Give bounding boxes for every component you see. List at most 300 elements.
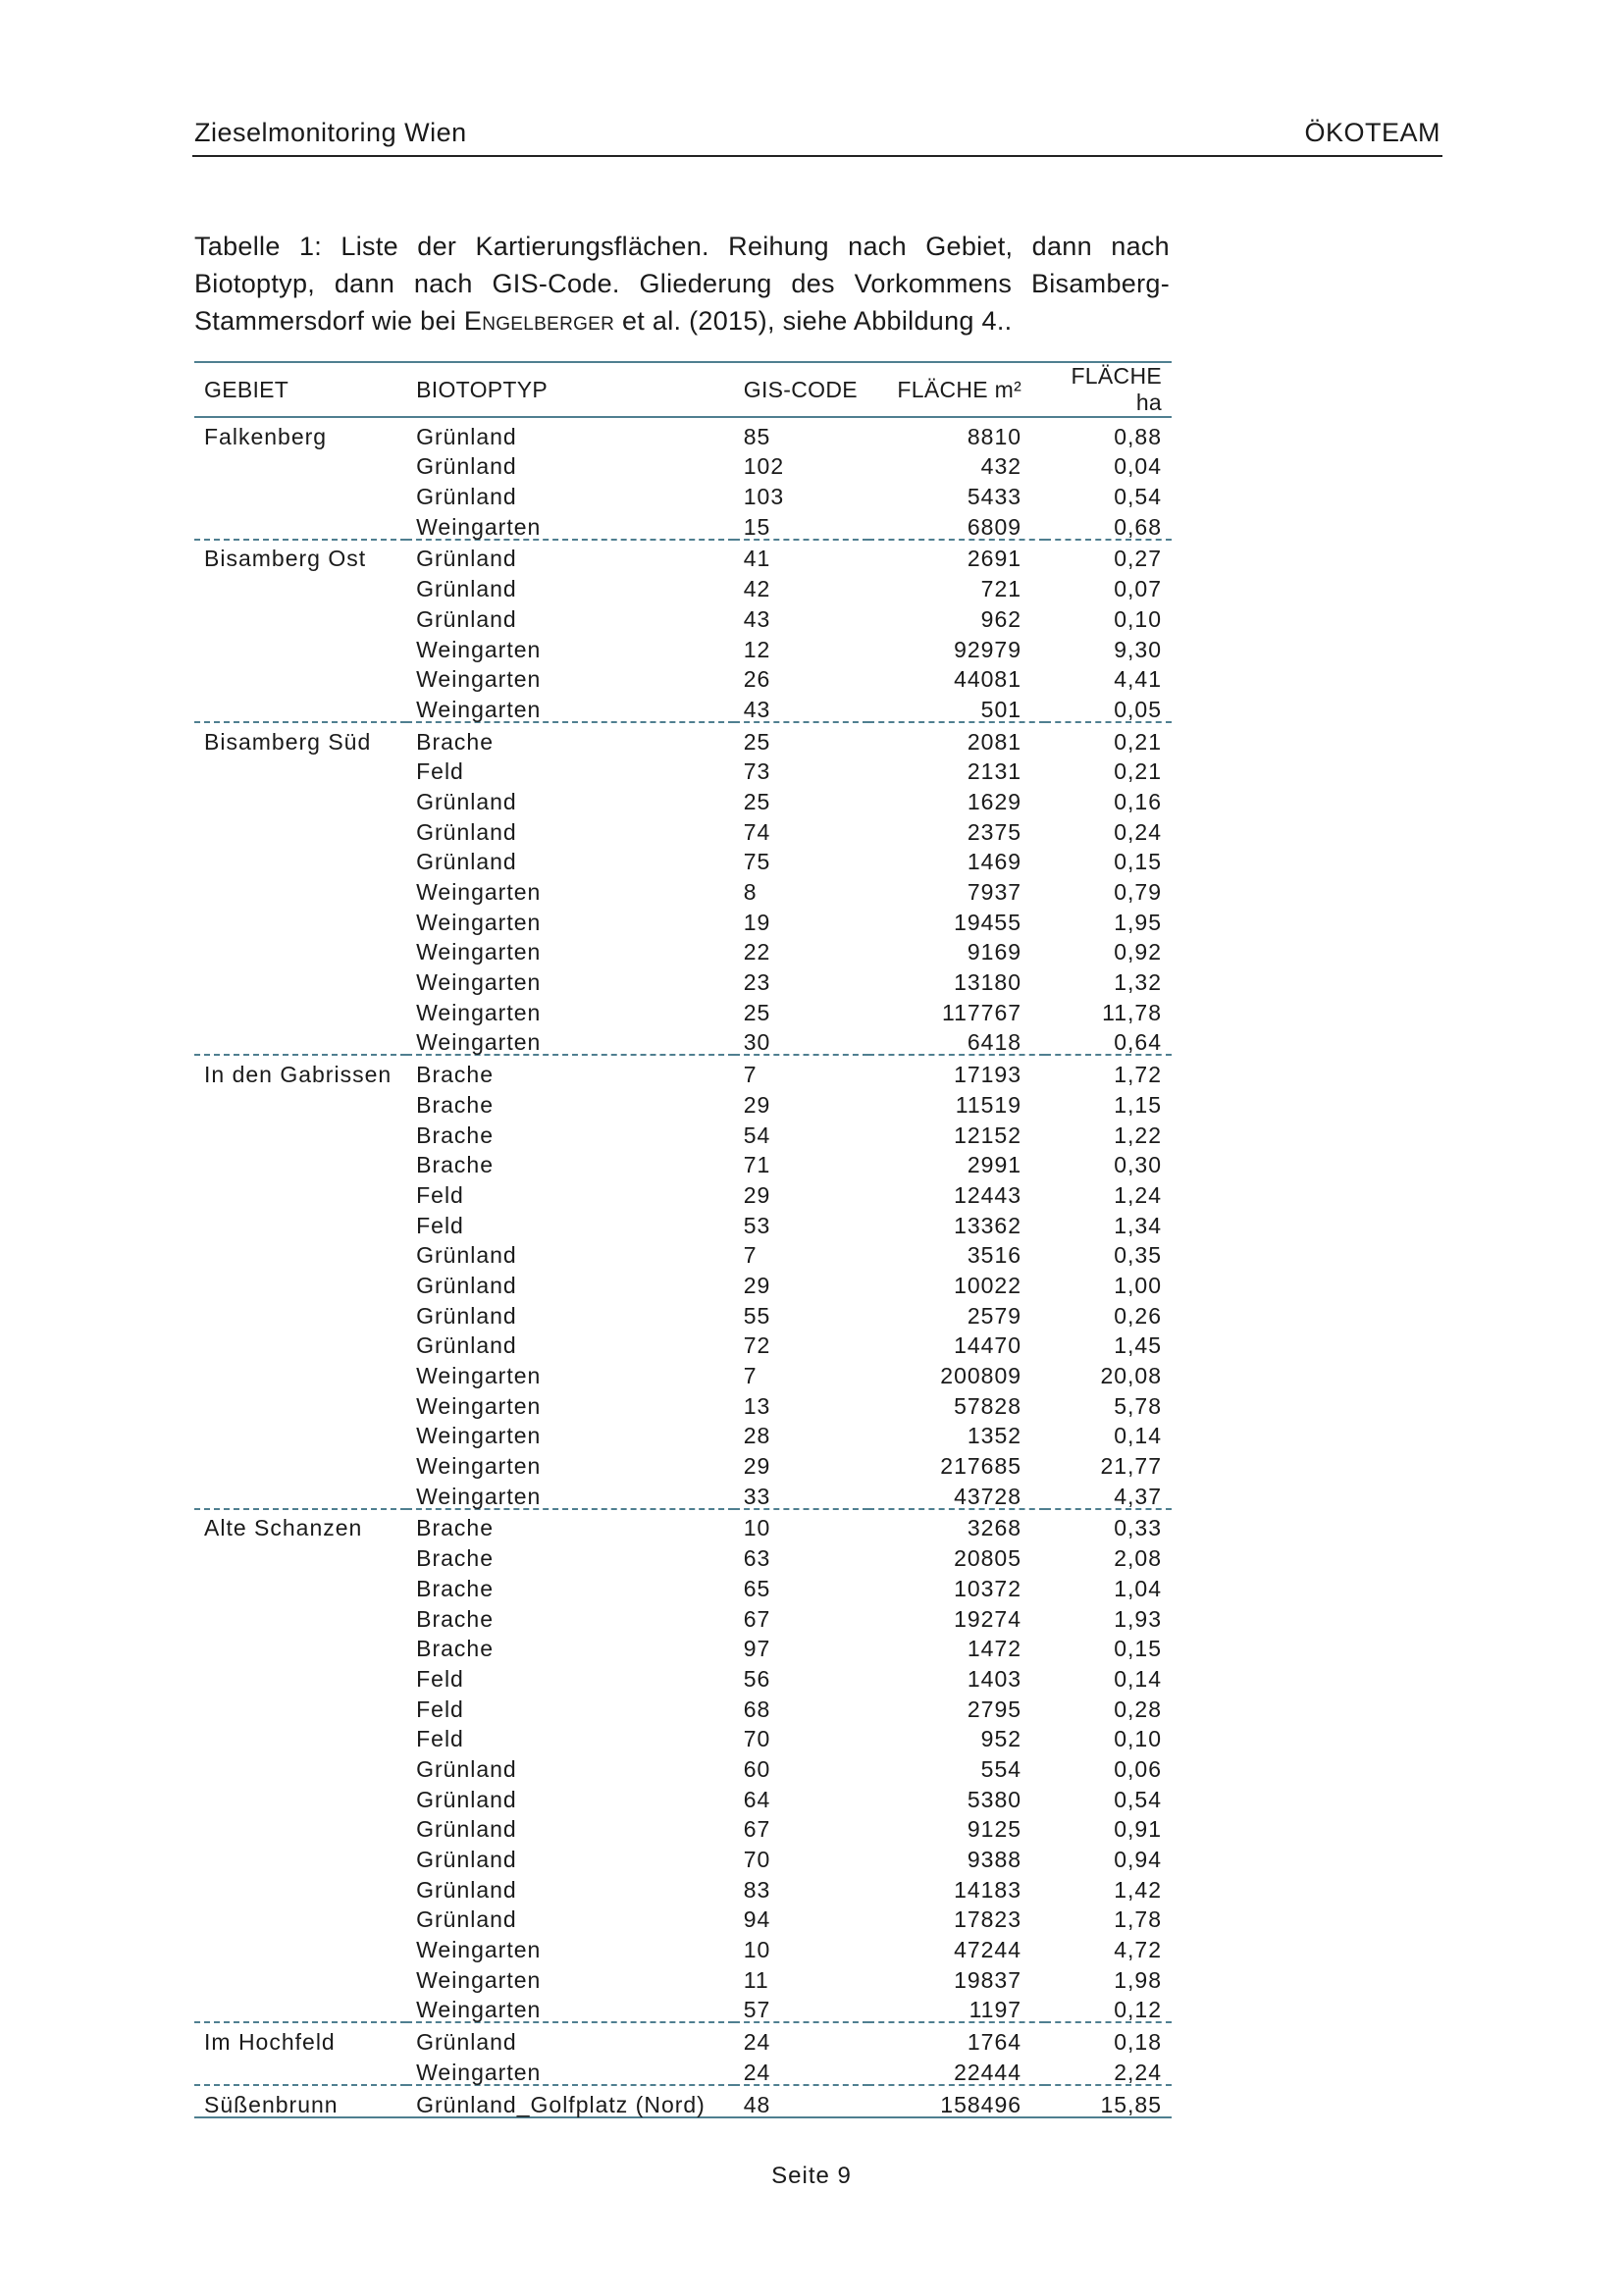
table-row: [194, 1992, 1172, 2023]
table-row: [194, 994, 1172, 1024]
table-row: [194, 508, 1172, 540]
flaeche-ha-cell: 1,34: [1114, 1212, 1162, 1238]
gebiet-cell: Im Hochfeld: [204, 2029, 336, 2056]
caption-text: Tabelle 1: Liste der Kartierungsflächen. Reihung nach Gebiet, dann nach Biotoptyp, dann nach GIS-Code. Gliederung des Vorkommens Bisamberg-Stammersdorf wie bei: [194, 232, 1170, 336]
table-row: [194, 1024, 1172, 1056]
gebiet-cell: Süßenbrunn: [194, 2085, 406, 2117]
table-row: [194, 754, 1172, 784]
biotoptyp-cell: Feld: [416, 1212, 464, 1238]
flaeche-m2-cell: 13362: [954, 1212, 1022, 1238]
biotoptyp-cell: Grünland: [416, 484, 517, 510]
gebiet-cell: [194, 1207, 406, 1237]
flaeche-ha-cell: 1,93: [1114, 1605, 1162, 1632]
flaeche-m2-cell: 9169: [967, 939, 1022, 965]
gis-code-cell: 7: [743, 1242, 758, 1269]
flaeche-m2-cell: 1197: [868, 1992, 1045, 2023]
table-row: [194, 1297, 1172, 1328]
flaeche-m2-cell: 19837: [954, 1966, 1022, 1993]
gis-code-cell: 102: [743, 453, 785, 480]
flaeche-m2-cell: 3268: [967, 1515, 1022, 1541]
biotoptyp-cell: Weingarten: [416, 666, 542, 693]
gis-code-cell: 29: [743, 1181, 771, 1208]
flaeche-ha-cell: 0,94: [1114, 1847, 1162, 1872]
caption-author: Engelberger: [463, 306, 615, 336]
biotoptyp-cell: Brache: [416, 1515, 494, 1541]
biotoptyp-cell: Grünland: [416, 2029, 517, 2056]
biotoptyp-cell: Grünland: [416, 605, 517, 632]
gis-code-cell: 7: [743, 1062, 758, 1088]
table-row: [194, 1871, 1172, 1902]
flaeche-m2-cell: 10372: [954, 1575, 1022, 1601]
table-row: [194, 1931, 1172, 1961]
flaeche-ha-cell: 0,28: [1114, 1696, 1162, 1722]
flaeche-ha-cell: 0,14: [1114, 1665, 1162, 1692]
table-row: [194, 1207, 1172, 1237]
flaeche-m2-cell: 1403: [967, 1665, 1022, 1692]
biotoptyp-cell: Weingarten: [416, 969, 542, 996]
biotoptyp-cell: Feld: [416, 1726, 464, 1752]
table-row: [194, 478, 1172, 508]
table-row: [194, 1539, 1172, 1570]
gis-code-cell: 94: [743, 1906, 771, 1933]
table-row: [194, 570, 1172, 600]
table-row: [194, 1660, 1172, 1691]
gis-code-cell: 43: [734, 691, 868, 722]
gis-code-cell: 25: [743, 999, 771, 1025]
table-row: [194, 964, 1172, 994]
table-row: [194, 1691, 1172, 1721]
biotoptyp-cell: Brache: [416, 1152, 494, 1178]
flaeche-ha-cell: 0,10: [1114, 605, 1162, 632]
gis-code-cell: 29: [743, 1272, 771, 1298]
gis-code-cell: 72: [743, 1332, 771, 1359]
flaeche-m2-cell: 44081: [954, 666, 1022, 693]
gis-code-cell: 56: [743, 1665, 771, 1692]
flaeche-m2-cell: 19274: [954, 1605, 1022, 1632]
gis-code-cell: 26: [743, 666, 771, 693]
gebiet-cell: [194, 1447, 406, 1478]
mapping-areas-table: [194, 361, 1172, 2118]
biotoptyp-cell: Weingarten: [416, 909, 542, 935]
gebiet-cell: [194, 844, 406, 874]
gis-code-cell: 68: [743, 1696, 771, 1722]
gis-code-cell: 85: [743, 423, 771, 449]
table-row: [194, 1086, 1172, 1117]
flaeche-m2-cell: 12443: [954, 1181, 1022, 1208]
header-title: Zieselmonitoring Wien: [194, 118, 467, 147]
table-header-row: [194, 362, 1172, 417]
flaeche-m2-cell: 501: [868, 691, 1045, 722]
flaeche-ha-cell: 4,72: [1114, 1937, 1162, 1963]
flaeche-ha-cell: 1,32: [1114, 969, 1162, 996]
table-row: [194, 1841, 1172, 1871]
biotoptyp-cell: Grünland: [416, 1816, 517, 1843]
gebiet-cell: [194, 813, 406, 844]
flaeche-ha-cell: 0,10: [1114, 1726, 1162, 1752]
gebiet-cell: [194, 1478, 406, 1509]
flaeche-ha-cell: 1,04: [1114, 1575, 1162, 1601]
flaeche-m2-cell: 17193: [954, 1062, 1022, 1088]
flaeche-m2-cell: 2131: [967, 758, 1022, 785]
biotoptyp-cell: Grünland: [416, 1876, 517, 1903]
gebiet-cell: [194, 1570, 406, 1600]
flaeche-ha-cell: 2,24: [1045, 2054, 1172, 2085]
flaeche-ha-cell: 0,54: [1114, 484, 1162, 510]
flaeche-m2-cell: 721: [980, 576, 1022, 602]
biotoptyp-cell: Weingarten: [416, 1392, 542, 1419]
gis-code-cell: 19: [743, 909, 771, 935]
gebiet-cell: [194, 1961, 406, 1992]
biotoptyp-cell: Weingarten: [406, 508, 734, 540]
flaeche-m2-cell: 22444: [868, 2054, 1045, 2085]
gebiet-cell: [194, 1871, 406, 1902]
flaeche-ha-cell: 1,95: [1114, 909, 1162, 935]
table-row: [194, 1176, 1172, 1207]
table-row: [194, 813, 1172, 844]
gebiet-cell: [194, 904, 406, 934]
table-row: [194, 1357, 1172, 1387]
flaeche-ha-cell: 11,78: [1102, 999, 1162, 1025]
flaeche-m2-cell: 14470: [954, 1332, 1022, 1359]
gis-code-cell: 97: [743, 1636, 771, 1662]
flaeche-m2-cell: 6418: [868, 1024, 1045, 1056]
table-row: [194, 1387, 1172, 1418]
gebiet-cell: [194, 1024, 406, 1056]
flaeche-m2-cell: 2579: [967, 1302, 1022, 1329]
column-header-gis-code: GIS-CODE: [734, 362, 868, 417]
gebiet-cell: [194, 508, 406, 540]
flaeche-ha-cell: 0,27: [1114, 546, 1162, 572]
flaeche-ha-cell: 0,88: [1114, 423, 1162, 449]
flaeche-m2-cell: 7937: [967, 879, 1022, 905]
biotoptyp-cell: Weingarten: [416, 879, 542, 905]
biotoptyp-cell: Grünland: [416, 423, 517, 449]
table-row: [194, 873, 1172, 904]
table-row: [194, 1631, 1172, 1661]
gis-code-cell: 67: [743, 1605, 771, 1632]
biotoptyp-cell: Feld: [416, 1696, 464, 1722]
table-row: [194, 1721, 1172, 1751]
gebiet-cell: [194, 1328, 406, 1358]
flaeche-m2-cell: 432: [980, 453, 1022, 480]
gebiet-cell: [194, 934, 406, 965]
table-row: [194, 2022, 1172, 2054]
gis-code-cell: 64: [743, 1786, 771, 1812]
table-row: [194, 417, 1172, 448]
gis-code-cell: 71: [743, 1152, 771, 1178]
table-row: [194, 1902, 1172, 1932]
table-row: [194, 1811, 1172, 1842]
flaeche-m2-cell: 200809: [940, 1363, 1022, 1388]
biotoptyp-cell: Brache: [416, 1062, 494, 1088]
gebiet-cell: [194, 631, 406, 661]
flaeche-ha-cell: 1,42: [1114, 1876, 1162, 1903]
flaeche-ha-cell: 0,26: [1114, 1302, 1162, 1329]
flaeche-ha-cell: 2,08: [1114, 1545, 1162, 1572]
flaeche-ha-cell: 0,79: [1114, 879, 1162, 905]
gebiet-cell: [194, 1992, 406, 2023]
biotoptyp-cell: Brache: [416, 1091, 494, 1118]
gebiet-cell: [194, 1631, 406, 1661]
biotoptyp-cell: Grünland: [416, 1786, 517, 1812]
gis-code-cell: 103: [743, 484, 785, 510]
table-row: [194, 1478, 1172, 1509]
flaeche-ha-cell: 21,77: [1100, 1453, 1162, 1480]
gebiet-cell: [194, 964, 406, 994]
table-row: [194, 2054, 1172, 2085]
flaeche-ha-cell: 0,92: [1114, 939, 1162, 965]
flaeche-ha-cell: 0,91: [1114, 1816, 1162, 1843]
gebiet-cell: [194, 1781, 406, 1811]
flaeche-m2-cell: 2081: [967, 728, 1022, 755]
table-row: [194, 1509, 1172, 1540]
gebiet-cell: [194, 994, 406, 1024]
flaeche-ha-cell: 0,30: [1114, 1152, 1162, 1178]
table-row: [194, 934, 1172, 965]
flaeche-ha-cell: 4,41: [1114, 666, 1162, 693]
biotoptyp-cell: Brache: [416, 1545, 494, 1572]
gis-code-cell: 63: [743, 1545, 771, 1572]
gebiet-cell: [194, 1147, 406, 1177]
gis-code-cell: 28: [743, 1423, 771, 1449]
flaeche-m2-cell: 217685: [940, 1453, 1022, 1480]
table-row: [194, 1447, 1172, 1478]
table-row: [194, 783, 1172, 813]
gis-code-cell: 48: [734, 2085, 868, 2117]
gebiet-cell: [194, 448, 406, 479]
table-row: [194, 1570, 1172, 1600]
flaeche-ha-cell: 0,04: [1114, 453, 1162, 480]
table-row: [194, 1267, 1172, 1297]
gis-code-cell: 83: [743, 1876, 771, 1903]
gebiet-cell: Alte Schanzen: [204, 1515, 363, 1541]
flaeche-m2-cell: 14183: [954, 1876, 1022, 1903]
gis-code-cell: 25: [743, 788, 771, 814]
biotoptyp-cell: Weingarten: [416, 1937, 542, 1963]
table-row: [194, 661, 1172, 692]
flaeche-ha-cell: 0,21: [1114, 728, 1162, 755]
table-caption: [194, 228, 1170, 339]
table-row: [194, 691, 1172, 722]
biotoptyp-cell: Feld: [416, 1181, 464, 1208]
biotoptyp-cell: Weingarten: [416, 1453, 542, 1480]
biotoptyp-cell: Grünland: [416, 788, 517, 814]
flaeche-m2-cell: 2795: [967, 1696, 1022, 1722]
biotoptyp-cell: Weingarten: [406, 1992, 734, 2023]
gebiet-cell: [194, 2054, 406, 2085]
gis-code-cell: 29: [743, 1453, 771, 1480]
flaeche-ha-cell: 1,45: [1114, 1332, 1162, 1359]
biotoptyp-cell: Weingarten: [416, 999, 542, 1025]
flaeche-ha-cell: 1,72: [1114, 1062, 1162, 1088]
flaeche-m2-cell: 13180: [954, 969, 1022, 996]
gebiet-cell: [194, 1176, 406, 1207]
gebiet-cell: [194, 1600, 406, 1631]
table-row: [194, 1781, 1172, 1811]
gebiet-cell: [194, 1117, 406, 1147]
biotoptyp-cell: Brache: [416, 1636, 494, 1662]
flaeche-ha-cell: 0,33: [1114, 1515, 1162, 1541]
flaeche-ha-cell: 0,18: [1114, 2029, 1162, 2056]
page-header: [192, 114, 1442, 157]
gis-code-cell: 10: [743, 1515, 771, 1541]
table-row: [194, 1237, 1172, 1268]
biotoptyp-cell: Weingarten: [416, 1363, 542, 1388]
flaeche-m2-cell: 117767: [941, 999, 1022, 1025]
flaeche-ha-cell: 9,30: [1114, 636, 1162, 662]
flaeche-m2-cell: 3516: [967, 1242, 1022, 1269]
biotoptyp-cell: Grünland: [416, 546, 517, 572]
biotoptyp-cell: Feld: [416, 1665, 464, 1692]
flaeche-ha-cell: 0,64: [1045, 1024, 1172, 1056]
flaeche-ha-cell: 15,85: [1045, 2085, 1172, 2117]
gis-code-cell: 12: [743, 636, 771, 662]
biotoptyp-cell: Grünland: [416, 849, 517, 875]
gebiet-cell: [194, 570, 406, 600]
table-row: [194, 631, 1172, 661]
biotoptyp-cell: Grünland: [416, 1906, 517, 1933]
flaeche-m2-cell: 43728: [868, 1478, 1045, 1509]
table-row: [194, 600, 1172, 631]
column-header-gebiet: GEBIET: [194, 362, 406, 417]
flaeche-ha-cell: 0,05: [1045, 691, 1172, 722]
table-row: [194, 448, 1172, 479]
flaeche-ha-cell: 0,68: [1045, 508, 1172, 540]
flaeche-ha-cell: 5,78: [1114, 1392, 1162, 1419]
gis-code-cell: 74: [743, 818, 771, 845]
flaeche-m2-cell: 9388: [967, 1847, 1022, 1872]
gebiet-cell: [194, 1660, 406, 1691]
header-organization: ÖKOTEAM: [1304, 118, 1440, 147]
gebiet-cell: [194, 1237, 406, 1268]
flaeche-ha-cell: 1,78: [1114, 1906, 1162, 1933]
flaeche-m2-cell: 1472: [967, 1636, 1022, 1662]
table-row: [194, 1147, 1172, 1177]
flaeche-m2-cell: 1352: [967, 1423, 1022, 1449]
gebiet-cell: [194, 1539, 406, 1570]
gis-code-cell: 15: [734, 508, 868, 540]
table-row: [194, 904, 1172, 934]
gebiet-cell: [194, 1811, 406, 1842]
gebiet-cell: [194, 1691, 406, 1721]
flaeche-ha-cell: 4,37: [1045, 1478, 1172, 1509]
flaeche-m2-cell: 6809: [868, 508, 1045, 540]
gebiet-cell: [194, 478, 406, 508]
gebiet-cell: [194, 1297, 406, 1328]
gis-code-cell: 7: [743, 1363, 758, 1388]
gis-code-cell: 10: [743, 1937, 771, 1963]
flaeche-ha-cell: 0,14: [1114, 1423, 1162, 1449]
gis-code-cell: 60: [743, 1755, 771, 1782]
flaeche-m2-cell: 12152: [954, 1122, 1022, 1148]
flaeche-ha-cell: 0,16: [1114, 788, 1162, 814]
table-row: [194, 1117, 1172, 1147]
gebiet-cell: [194, 1902, 406, 1932]
flaeche-m2-cell: 47244: [954, 1937, 1022, 1963]
flaeche-m2-cell: 1629: [967, 788, 1022, 814]
gis-code-cell: 67: [743, 1816, 771, 1843]
table-row: [194, 1418, 1172, 1448]
column-header-biotoptyp: BIOTOPTYP: [406, 362, 734, 417]
flaeche-m2-cell: 5433: [967, 484, 1022, 510]
flaeche-m2-cell: 1764: [967, 2029, 1022, 2056]
gis-code-cell: 42: [743, 576, 771, 602]
gebiet-cell: In den Gabrissen: [204, 1062, 393, 1088]
biotoptyp-cell: Weingarten: [406, 2054, 734, 2085]
gis-code-cell: 57: [734, 1992, 868, 2023]
biotoptyp-cell: Brache: [416, 1575, 494, 1601]
gis-code-cell: 24: [734, 2054, 868, 2085]
flaeche-m2-cell: 9125: [967, 1816, 1022, 1843]
flaeche-m2-cell: 952: [980, 1726, 1022, 1752]
gebiet-cell: [194, 1418, 406, 1448]
gebiet-cell: [194, 873, 406, 904]
flaeche-m2-cell: 17823: [954, 1906, 1022, 1933]
flaeche-m2-cell: 2691: [967, 546, 1022, 572]
biotoptyp-cell: Brache: [416, 1122, 494, 1148]
gis-code-cell: 25: [743, 728, 771, 755]
flaeche-m2-cell: 962: [980, 605, 1022, 632]
page-number: Seite 9: [771, 2163, 852, 2189]
gis-code-cell: 55: [743, 1302, 771, 1329]
biotoptyp-cell: Grünland_Golfplatz (Nord): [406, 2085, 734, 2117]
table-row: [194, 1328, 1172, 1358]
flaeche-ha-cell: 0,12: [1045, 1992, 1172, 2023]
table-row: [194, 1750, 1172, 1781]
biotoptyp-cell: Weingarten: [416, 1423, 542, 1449]
table-row: [194, 722, 1172, 754]
gis-code-cell: 70: [743, 1847, 771, 1872]
table-row: [194, 1055, 1172, 1086]
biotoptyp-cell: Grünland: [416, 1242, 517, 1269]
biotoptyp-cell: Weingarten: [416, 939, 542, 965]
gis-code-cell: 73: [743, 758, 771, 785]
biotoptyp-cell: Brache: [416, 1605, 494, 1632]
flaeche-ha-cell: 0,06: [1114, 1755, 1162, 1782]
flaeche-m2-cell: 19455: [954, 909, 1022, 935]
gis-code-cell: 22: [743, 939, 771, 965]
flaeche-m2-cell: 57828: [954, 1392, 1022, 1419]
gebiet-cell: [194, 783, 406, 813]
gebiet-cell: [194, 691, 406, 722]
flaeche-m2-cell: 20805: [954, 1545, 1022, 1572]
gebiet-cell: Bisamberg Süd: [204, 728, 372, 755]
gis-code-cell: 33: [734, 1478, 868, 1509]
gebiet-cell: Falkenberg: [204, 423, 328, 449]
flaeche-ha-cell: 1,98: [1114, 1966, 1162, 1993]
flaeche-ha-cell: 20,08: [1100, 1363, 1162, 1388]
gis-code-cell: 75: [743, 849, 771, 875]
gebiet-cell: Bisamberg Ost: [204, 546, 367, 572]
flaeche-ha-cell: 1,00: [1114, 1272, 1162, 1298]
flaeche-m2-cell: 1469: [967, 849, 1022, 875]
flaeche-ha-cell: 0,24: [1114, 818, 1162, 845]
gis-code-cell: 8: [743, 879, 758, 905]
table-row: [194, 2085, 1172, 2117]
biotoptyp-cell: Grünland: [416, 453, 517, 480]
biotoptyp-cell: Weingarten: [406, 1024, 734, 1056]
biotoptyp-cell: Weingarten: [406, 691, 734, 722]
flaeche-ha-cell: 0,35: [1114, 1242, 1162, 1269]
flaeche-ha-cell: 1,15: [1114, 1091, 1162, 1118]
biotoptyp-cell: Grünland: [416, 1332, 517, 1359]
gis-code-cell: 70: [743, 1726, 771, 1752]
gis-code-cell: 29: [743, 1091, 771, 1118]
gis-code-cell: 23: [743, 969, 771, 996]
flaeche-m2-cell: 11519: [955, 1091, 1022, 1118]
gebiet-cell: [194, 1267, 406, 1297]
gebiet-cell: [194, 754, 406, 784]
